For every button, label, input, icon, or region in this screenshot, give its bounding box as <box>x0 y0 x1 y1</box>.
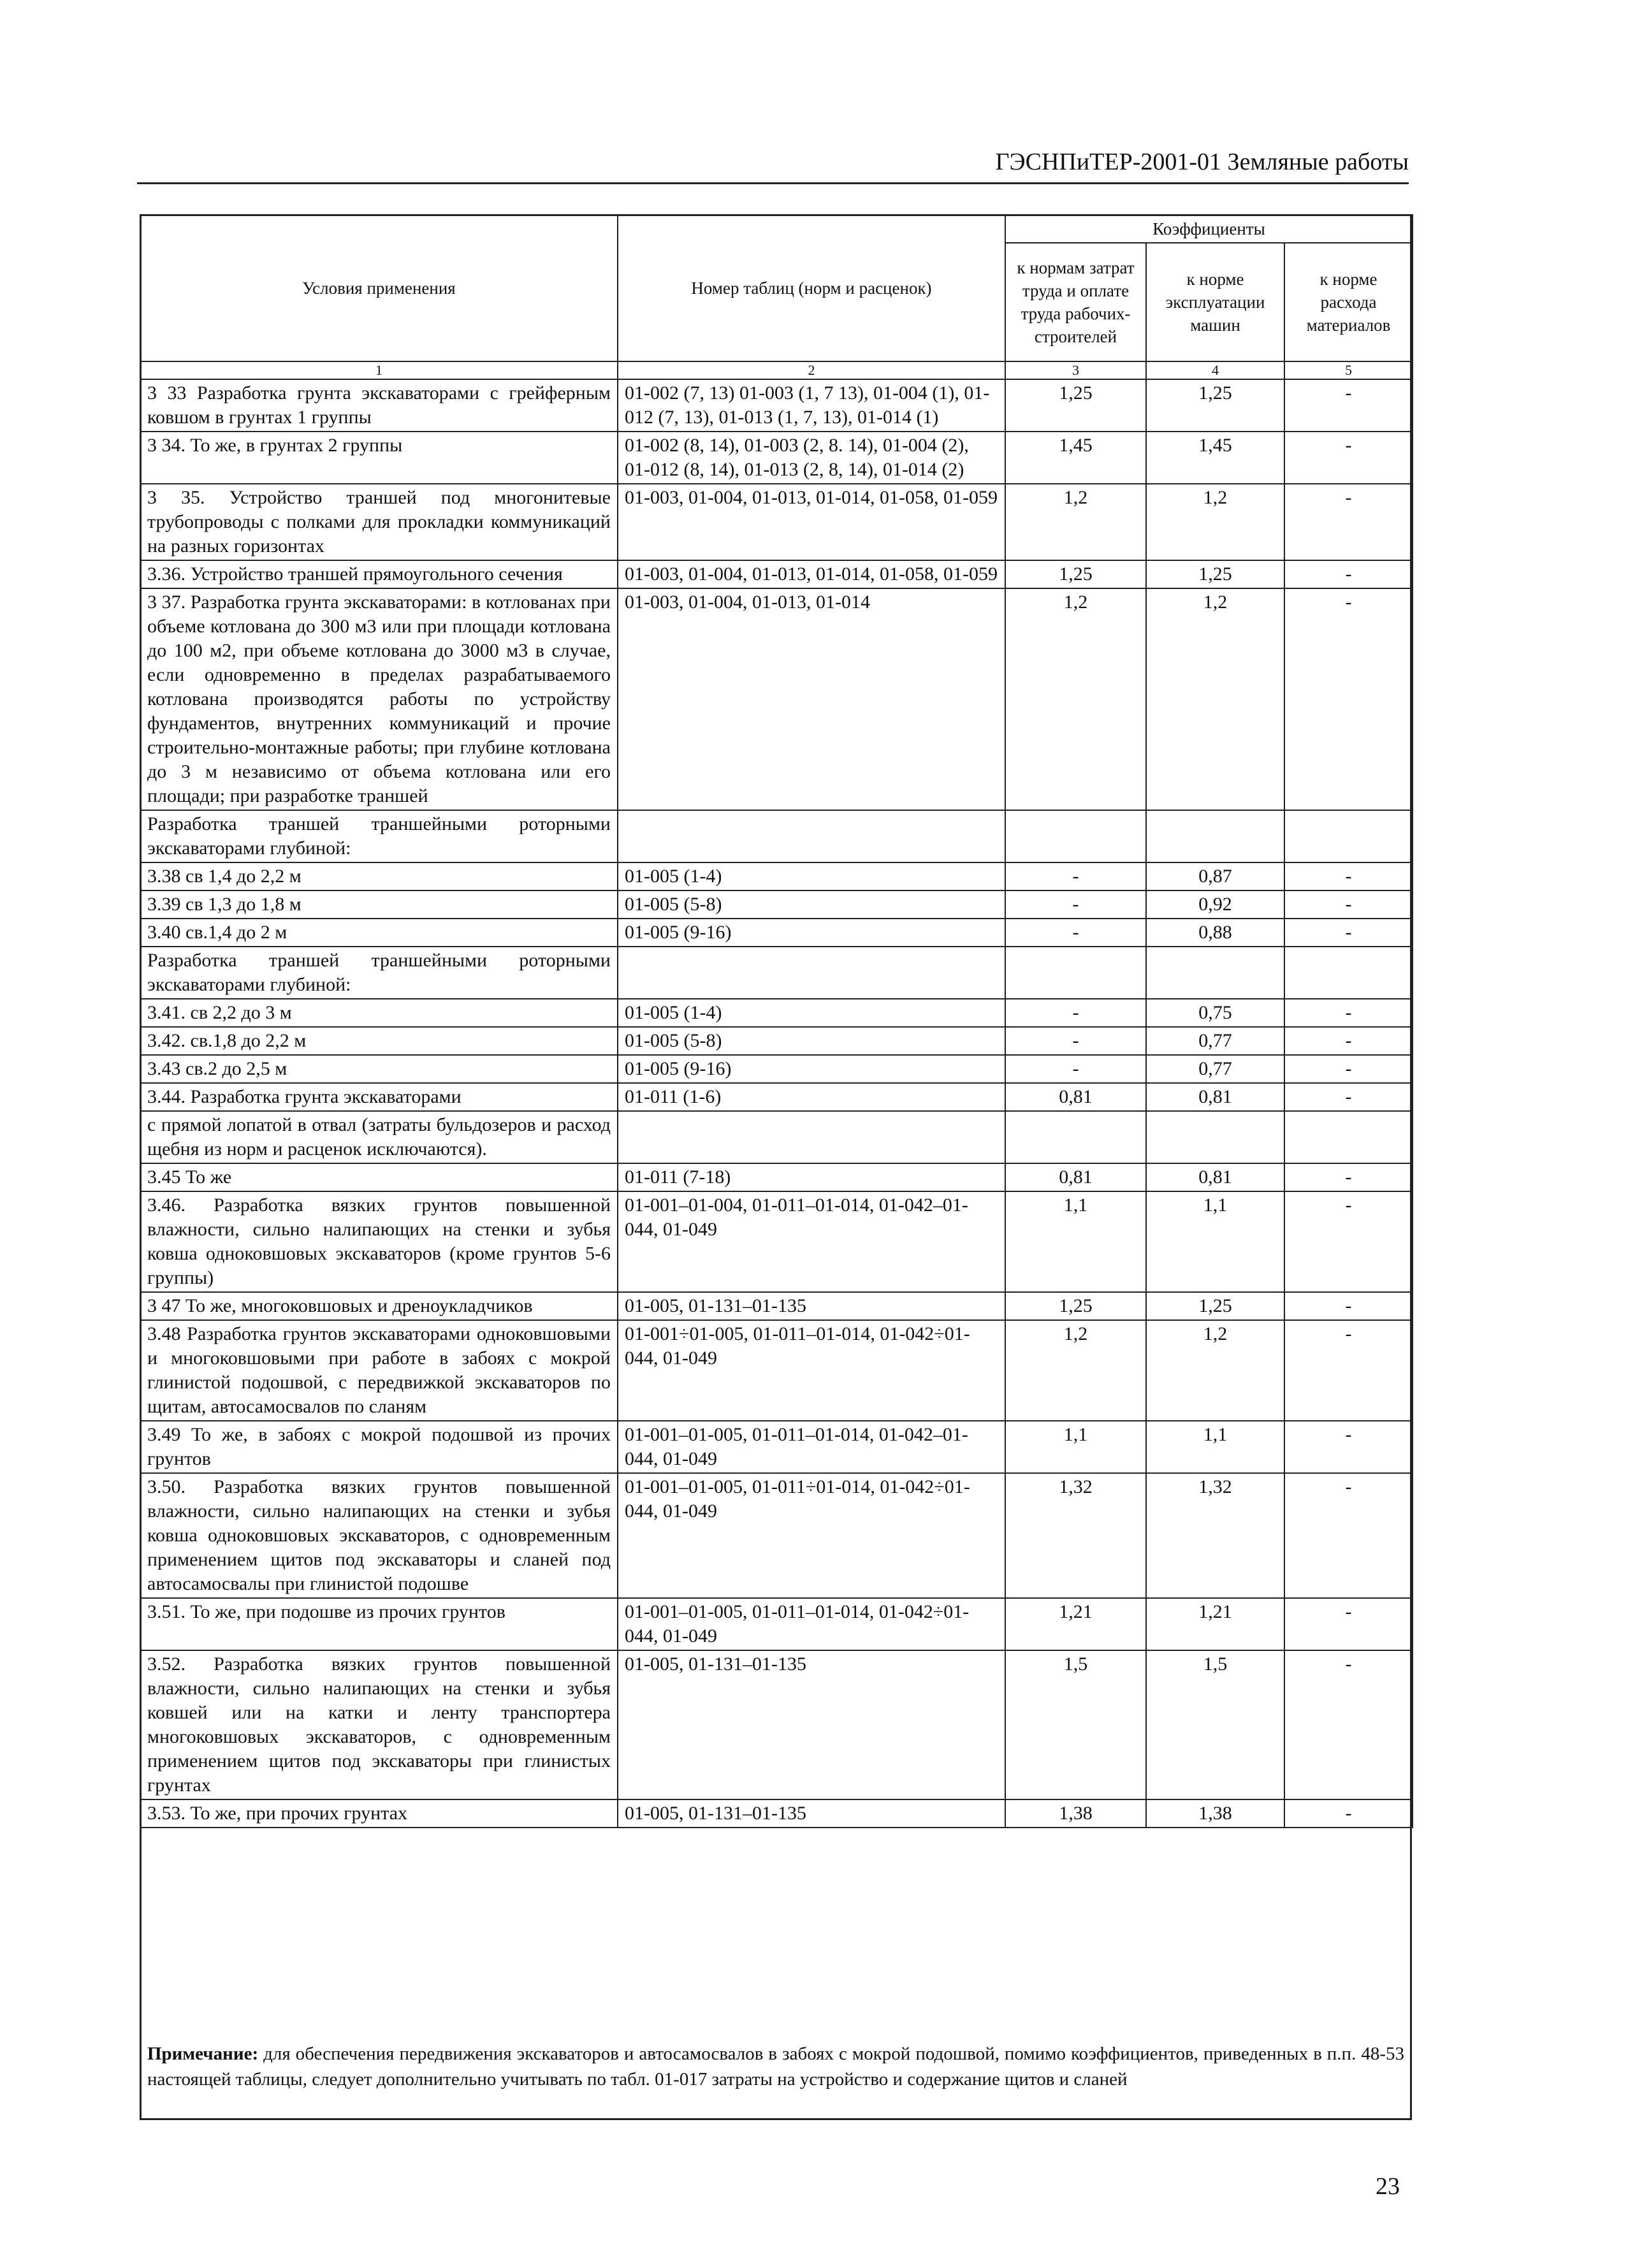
row-coef-labor: 1,2 <box>1005 588 1146 810</box>
row-table-numbers <box>618 1111 1005 1163</box>
row-table-numbers: 01-003, 01-004, 01-013, 01-014, 01-058, 01-059 <box>618 560 1005 588</box>
col-num-1: 1 <box>140 361 618 379</box>
table-row <box>140 1650 1413 1799</box>
header-materials: к норме расхода материалов <box>1284 243 1413 361</box>
table-row <box>140 1799 1413 1828</box>
row-coef-labor: 1,25 <box>1005 1292 1146 1320</box>
row-coef-materials: - <box>1284 1598 1413 1650</box>
row-table-numbers: 01-003, 01-004, 01-013, 01-014, 01-058, 01-059 <box>618 484 1005 560</box>
table-row <box>140 999 1413 1027</box>
row-coef-materials: - <box>1284 560 1413 588</box>
row-table-numbers: 01-001–01-005, 01-011–01-014, 01-042–01-044, 01-049 <box>618 1421 1005 1473</box>
col-num-5: 5 <box>1284 361 1413 379</box>
row-coef-materials: - <box>1284 1320 1413 1421</box>
row-coef-machines: 1,25 <box>1146 1292 1284 1320</box>
row-coef-machines: 1,21 <box>1146 1598 1284 1650</box>
row-coef-machines <box>1146 810 1284 862</box>
row-table-numbers: 01-005 (9-16) <box>618 1055 1005 1083</box>
table-note <box>140 2039 1412 2120</box>
table-row <box>140 1473 1413 1598</box>
row-coef-materials: - <box>1284 890 1413 919</box>
row-coef-labor: 0,81 <box>1005 1083 1146 1111</box>
table-row <box>140 1163 1413 1191</box>
row-coef-labor: 1,45 <box>1005 432 1146 484</box>
row-coef-materials: - <box>1284 1027 1413 1055</box>
row-coef-labor: 0,81 <box>1005 1163 1146 1191</box>
row-conditions: Разработка траншей траншейными роторными экскаваторами глубиной: <box>140 810 618 862</box>
header-title: ГЭСНПиТЕР-2001-01 Земляные работы <box>995 149 1409 175</box>
table-row <box>140 560 1413 588</box>
row-table-numbers: 01-011 (1-6) <box>618 1083 1005 1111</box>
row-coef-labor: - <box>1005 1055 1146 1083</box>
row-table-numbers: 01-005, 01-131–01-135 <box>618 1292 1005 1320</box>
row-table-numbers: 01-001–01-004, 01-011–01-014, 01-042–01-044, 01-049 <box>618 1191 1005 1292</box>
row-table-numbers: 01-002 (7, 13) 01-003 (1, 7 13), 01-004 (1), 01-012 (7, 13), 01-013 (1, 7, 13), 01-014 (1) <box>618 379 1005 432</box>
table-row <box>140 1083 1413 1111</box>
row-coef-machines: 0,77 <box>1146 1055 1284 1083</box>
row-coef-machines: 0,81 <box>1146 1083 1284 1111</box>
row-coef-materials: - <box>1284 1799 1413 1828</box>
table-row <box>140 1320 1413 1421</box>
header-table-numbers: Номер таблиц (норм и расценок) <box>618 215 1005 361</box>
table-row <box>140 919 1413 947</box>
row-coef-materials <box>1284 947 1413 999</box>
row-table-numbers: 01-005 (5-8) <box>618 1027 1005 1055</box>
row-coef-labor: - <box>1005 1027 1146 1055</box>
row-coef-machines: 0,92 <box>1146 890 1284 919</box>
row-coef-materials: - <box>1284 862 1413 890</box>
page-header <box>137 144 1409 184</box>
row-coef-labor: 1,25 <box>1005 560 1146 588</box>
row-coef-labor <box>1005 1111 1146 1163</box>
row-coef-labor <box>1005 947 1146 999</box>
row-conditions: 3.44. Разработка грунта экскаваторами <box>140 1083 618 1111</box>
row-table-numbers: 01-005, 01-131–01-135 <box>618 1650 1005 1799</box>
row-coef-machines: 1,2 <box>1146 484 1284 560</box>
row-coef-machines: 0,75 <box>1146 999 1284 1027</box>
row-coef-machines: 1,2 <box>1146 588 1284 810</box>
table-row <box>140 1027 1413 1055</box>
row-coef-machines: 0,81 <box>1146 1163 1284 1191</box>
page-number: 23 <box>1376 2173 1400 2200</box>
row-table-numbers: 01-001–01-005, 01-011–01-014, 01-042÷01-044, 01-049 <box>618 1598 1005 1650</box>
note-label: Примечание: <box>147 2044 259 2064</box>
row-table-numbers: 01-005 (5-8) <box>618 890 1005 919</box>
row-coef-labor: - <box>1005 890 1146 919</box>
row-table-numbers <box>618 947 1005 999</box>
row-coef-machines: 1,1 <box>1146 1421 1284 1473</box>
row-conditions: 3.39 св 1,3 до 1,8 м <box>140 890 618 919</box>
row-table-numbers: 01-001÷01-005, 01-011–01-014, 01-042÷01-044, 01-049 <box>618 1320 1005 1421</box>
row-coef-materials: - <box>1284 588 1413 810</box>
row-coef-machines: 1,1 <box>1146 1191 1284 1292</box>
row-conditions: 3 47 То же, многоковшовых и дреноукладчиков <box>140 1292 618 1320</box>
row-coef-labor: 1,5 <box>1005 1650 1146 1799</box>
row-conditions: 3.51. То же, при подошве из прочих грунтов <box>140 1598 618 1650</box>
row-coef-labor: 1,32 <box>1005 1473 1146 1598</box>
row-coef-machines: 0,88 <box>1146 919 1284 947</box>
header-conditions: Условия применения <box>140 215 618 361</box>
row-coef-labor: 1,21 <box>1005 1598 1146 1650</box>
row-coef-labor: 1,25 <box>1005 379 1146 432</box>
row-coef-labor: 1,2 <box>1005 484 1146 560</box>
table-row <box>140 1111 1413 1163</box>
row-conditions: 3.36. Устройство траншей прямоугольного сечения <box>140 560 618 588</box>
row-table-numbers: 01-005 (9-16) <box>618 919 1005 947</box>
row-conditions: 3 37. Разработка грунта экскаваторами: в котлованах при объеме котлована до 300 м3 или при площади котлована до 100 м2, при объеме котлована до 3000 м3 в случае, если одновременно в пределах разрабатываемого котлована производятся работы по устройству фундаментов, внутренних коммуникаций и прочие строительно-монтажные работы; при глубине котлована до 3 м независимо от объема котлована или его площади; при разработке траншей <box>140 588 618 810</box>
row-coef-materials: - <box>1284 1292 1413 1320</box>
row-coef-labor: - <box>1005 862 1146 890</box>
row-conditions: 3.53. То же, при прочих грунтах <box>140 1799 618 1828</box>
row-conditions: 3.38 св 1,4 до 2,2 м <box>140 862 618 890</box>
row-coef-labor: 1,1 <box>1005 1421 1146 1473</box>
table-row <box>140 1292 1413 1320</box>
coefficients-table <box>140 214 1413 1828</box>
row-coef-materials: - <box>1284 919 1413 947</box>
row-coef-machines <box>1146 947 1284 999</box>
table-row <box>140 810 1413 862</box>
table-row <box>140 379 1413 432</box>
row-coef-materials: - <box>1284 1473 1413 1598</box>
row-coef-labor: - <box>1005 999 1146 1027</box>
column-numbers-row <box>140 361 1413 379</box>
table-row <box>140 1598 1413 1650</box>
row-conditions: 3.50. Разработка вязких грунтов повышенной влажности, сильно налипающих на стенки и зубья ковша одноковшовых экскаваторов, с одновременным применением щитов под экскаваторы и сланей под автосамосвалы при глинистой подошве <box>140 1473 618 1598</box>
col-num-2: 2 <box>618 361 1005 379</box>
row-coef-labor: 1,38 <box>1005 1799 1146 1828</box>
row-table-numbers: 01-005 (1-4) <box>618 999 1005 1027</box>
row-coef-materials: - <box>1284 1055 1413 1083</box>
row-coef-materials: - <box>1284 432 1413 484</box>
row-coef-machines: 1,25 <box>1146 379 1284 432</box>
table-row <box>140 890 1413 919</box>
row-conditions: 3.42. св.1,8 до 2,2 м <box>140 1027 618 1055</box>
table-row <box>140 1055 1413 1083</box>
table-row <box>140 862 1413 890</box>
row-coef-machines: 1,32 <box>1146 1473 1284 1598</box>
row-coef-materials <box>1284 1111 1413 1163</box>
row-coef-labor: - <box>1005 919 1146 947</box>
row-coef-materials: - <box>1284 1163 1413 1191</box>
row-conditions: 3 33 Разработка грунта экскаваторами с грейферным ковшом в грунтах 1 группы <box>140 379 618 432</box>
row-table-numbers: 01-011 (7-18) <box>618 1163 1005 1191</box>
row-coef-machines <box>1146 1111 1284 1163</box>
row-conditions: 3 34. То же, в грунтах 2 группы <box>140 432 618 484</box>
row-coef-machines: 1,2 <box>1146 1320 1284 1421</box>
row-coef-materials: - <box>1284 1083 1413 1111</box>
row-coef-materials: - <box>1284 1421 1413 1473</box>
row-table-numbers: 01-001–01-005, 01-011÷01-014, 01-042÷01-044, 01-049 <box>618 1473 1005 1598</box>
note-text: для обеспечения передвижения экскаваторов и автосамосвалов в забоях с мокрой подошвой, помимо коэффициентов, приведенных в п.п. 48-53 настоящей таблицы, следует дополнительно учитывать по табл. 01-017 затраты на устройство и содержание щитов и сланей <box>147 2044 1404 2090</box>
row-conditions: 3.45 То же <box>140 1163 618 1191</box>
row-table-numbers: 01-005, 01-131–01-135 <box>618 1799 1005 1828</box>
row-conditions: 3.43 св.2 до 2,5 м <box>140 1055 618 1083</box>
col-num-3: 3 <box>1005 361 1146 379</box>
row-coef-labor <box>1005 810 1146 862</box>
row-table-numbers: 01-002 (8, 14), 01-003 (2, 8. 14), 01-004 (2), 01-012 (8, 14), 01-013 (2, 8, 14), 01-014 (2) <box>618 432 1005 484</box>
row-coef-machines: 1,25 <box>1146 560 1284 588</box>
row-coef-labor: 1,1 <box>1005 1191 1146 1292</box>
row-conditions: 3.49 То же, в забоях с мокрой подошвой из прочих грунтов <box>140 1421 618 1473</box>
row-table-numbers <box>618 810 1005 862</box>
row-coef-machines: 1,5 <box>1146 1650 1284 1799</box>
header-machines: к норме эксплуатации машин <box>1146 243 1284 361</box>
table-row <box>140 484 1413 560</box>
col-num-4: 4 <box>1146 361 1284 379</box>
row-conditions: 3.48 Разработка грунтов экскаваторами одноковшовыми и многоковшовыми при работе в забоях с мокрой глинистой подошвой, с передвижкой экскаваторов по щитам, автосамосвалов по сланям <box>140 1320 618 1421</box>
table-row <box>140 947 1413 999</box>
row-conditions: 3.52. Разработка вязких грунтов повышенной влажности, сильно налипающих на стенки и зубья ковшей или на катки и ленту транспортера многоковшовых экскаваторов, с одновременным применением щитов под экскаваторы при глинистых грунтах <box>140 1650 618 1799</box>
row-coef-materials: - <box>1284 379 1413 432</box>
row-coef-materials: - <box>1284 1191 1413 1292</box>
row-coef-machines: 1,38 <box>1146 1799 1284 1828</box>
row-coef-materials <box>1284 810 1413 862</box>
table-row <box>140 432 1413 484</box>
row-coef-materials: - <box>1284 999 1413 1027</box>
row-conditions: 3.40 св.1,4 до 2 м <box>140 919 618 947</box>
table-row <box>140 588 1413 810</box>
row-coef-materials: - <box>1284 484 1413 560</box>
row-conditions: Разработка траншей траншейными роторными экскаваторами глубиной: <box>140 947 618 999</box>
row-conditions: с прямой лопатой в отвал (затраты бульдозеров и расход щебня из норм и расценок исключаются). <box>140 1111 618 1163</box>
table-body <box>140 379 1413 1828</box>
table-header-row <box>140 215 1413 243</box>
row-coef-machines: 0,87 <box>1146 862 1284 890</box>
row-coef-machines: 1,45 <box>1146 432 1284 484</box>
row-coef-machines: 0,77 <box>1146 1027 1284 1055</box>
row-coef-materials: - <box>1284 1650 1413 1799</box>
row-conditions: 3.46. Разработка вязких грунтов повышенной влажности, сильно налипающих на стенки и зубья ковша одноковшовых экскаваторов (кроме грунтов 5-6 группы) <box>140 1191 618 1292</box>
table-row <box>140 1421 1413 1473</box>
row-coef-labor: 1,2 <box>1005 1320 1146 1421</box>
table-row <box>140 1191 1413 1292</box>
row-table-numbers: 01-005 (1-4) <box>618 862 1005 890</box>
row-conditions: 3.41. св 2,2 до 3 м <box>140 999 618 1027</box>
row-table-numbers: 01-003, 01-004, 01-013, 01-014 <box>618 588 1005 810</box>
row-conditions: 3 35. Устройство траншей под многонитевые трубопроводы с полками для прокладки коммуникаций на разных горизонтах <box>140 484 618 560</box>
header-coefficients: Коэффициенты <box>1005 215 1413 243</box>
header-labor: к нормам затрат труда и оплате труда рабочих-строителей <box>1005 243 1146 361</box>
